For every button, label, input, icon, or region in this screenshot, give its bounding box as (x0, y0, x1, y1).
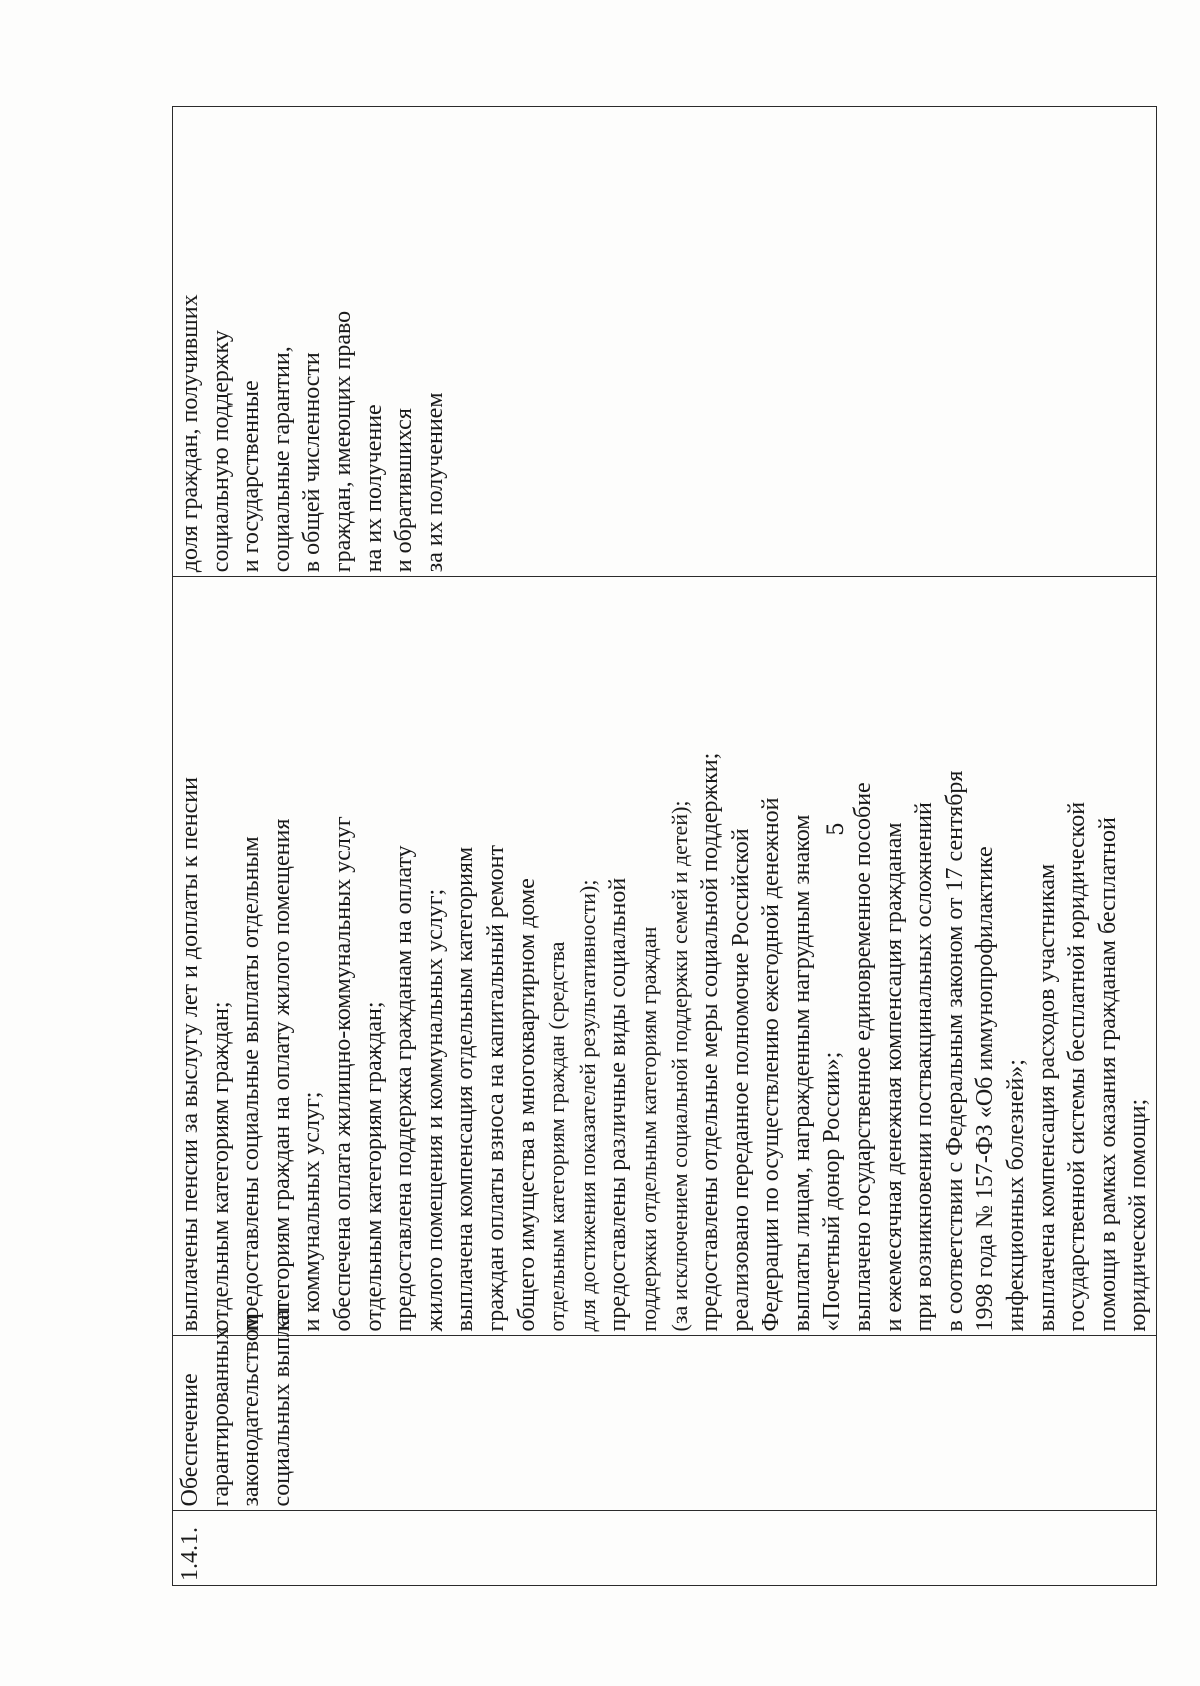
result-line: выплаты лицам, награжденным нагрудным знаком (788, 814, 815, 1332)
page-number: 5 (824, 822, 849, 836)
activity-name-line: Обеспечение (177, 1373, 203, 1507)
indicator-line: в общей численности (299, 352, 326, 573)
activity-name-line: социальных выплат (268, 1304, 295, 1507)
indicator-line: социальную поддержку (207, 330, 234, 573)
result-line: жилого помещения и коммунальных услуг; (421, 888, 448, 1332)
rotated-table-container (172, 106, 1152, 1586)
result-line: в соответствии с Федеральным законом от 17 сентября (941, 770, 968, 1332)
result-line: для достижения показателей результативности); (574, 879, 600, 1332)
result-line: предоставлена поддержка гражданам на оплату (391, 845, 418, 1332)
result-line: предоставлены социальные выплаты отдельным (238, 836, 265, 1332)
result-line: выплачена компенсация отдельным категориям (452, 846, 479, 1332)
activity-name-line: гарантированных (207, 1327, 234, 1507)
result-line: категориям граждан на оплату жилого помещения (268, 818, 295, 1332)
indicator-cell (173, 107, 1157, 577)
activity-name-line: законодательством (238, 1314, 265, 1507)
result-line: предоставлены отдельные меры социальной поддержки; (697, 752, 724, 1332)
indicator-line: за их получением (421, 392, 448, 573)
result-line: помощи в рамках оказания гражданам бесплатной (1094, 817, 1121, 1332)
result-line: выплачены пенсии за выслугу лет и доплаты к пенсии (177, 777, 203, 1332)
result-line: отдельным категориям граждан; (360, 1001, 387, 1332)
result-line: Федерации по осуществлению ежегодной денежной (758, 797, 785, 1332)
indicator-line: и государственные (238, 380, 265, 573)
result-line: предоставлены различные виды социальной (605, 877, 632, 1332)
row-number: 1.4.1. (177, 1527, 203, 1581)
results-cell (173, 577, 1157, 1336)
result-line: отдельным категориям граждан (средства (544, 941, 570, 1332)
result-line: при возникновении поствакцинальных осложнений (911, 802, 938, 1332)
indicator-line: и обратившихся (391, 408, 418, 573)
result-line: и ежемесячная денежная компенсация гражданам (880, 822, 907, 1332)
activity-name-cell (173, 1304, 1157, 1511)
result-line: выплачена компенсация расходов участникам (1033, 863, 1060, 1332)
result-line: (за исключением социальной поддержки семей и детей); (666, 800, 692, 1332)
result-line: инфекционных болезней»; (1003, 1059, 1030, 1332)
result-line: юридической помощи; (1125, 1098, 1152, 1332)
result-line: отдельным категориям граждан; (207, 1001, 234, 1332)
result-line: реализовано переданное полномочие Российской (727, 828, 754, 1332)
table-row (173, 107, 1157, 1586)
result-line: и коммунальных услуг; (299, 1091, 326, 1332)
result-line: государственной системы бесплатной юридической (1064, 801, 1091, 1332)
result-line: граждан оплаты взноса на капитальный ремонт (482, 845, 509, 1332)
program-table (172, 106, 1157, 1586)
indicator-line: доля граждан, получивших (177, 294, 203, 573)
indicator-line: граждан, имеющих право (329, 310, 356, 573)
row-number-cell (173, 1511, 1157, 1586)
result-line: «Почетный донор России»; (819, 1051, 846, 1332)
result-line: 1998 года № 157-ФЗ «Об иммунопрофилактике (972, 846, 999, 1332)
result-line: поддержки отдельным категориям граждан (635, 926, 661, 1332)
indicator-line: социальные гарантии, (268, 346, 295, 573)
result-line: общего имущества в многоквартирном доме (513, 878, 540, 1332)
result-line: обеспечена оплата жилищно-коммунальных услуг (329, 816, 356, 1332)
result-line: выплачено государственное единовременное пособие (850, 782, 877, 1332)
indicator-line: на их получение (360, 404, 387, 573)
